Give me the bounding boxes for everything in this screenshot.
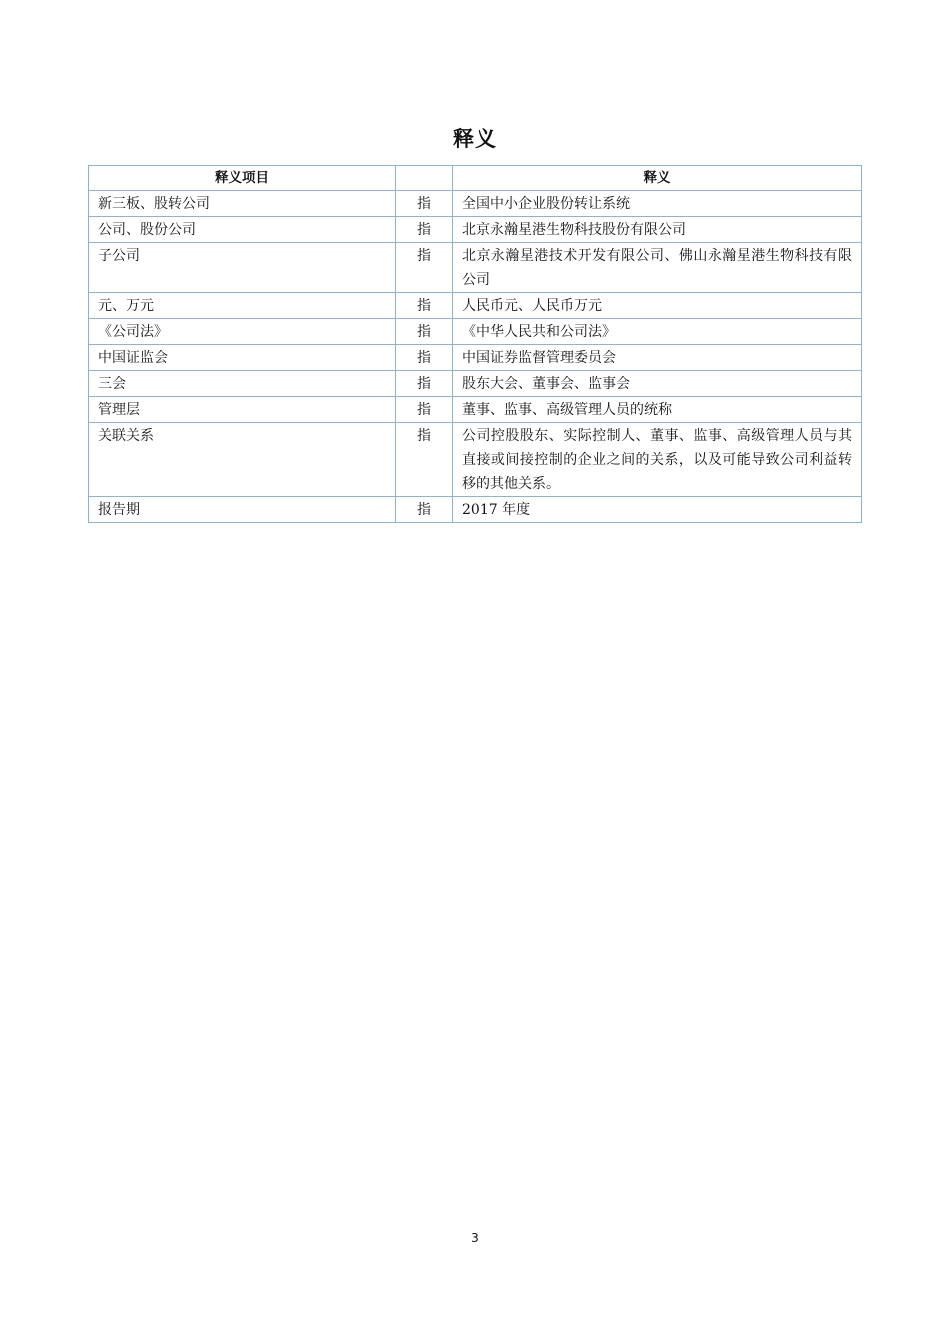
- table-row: [89, 345, 862, 371]
- meaning-cell: 股东大会、董事会、监事会: [453, 371, 862, 397]
- table-row: [89, 191, 862, 217]
- term-cell: 《公司法》: [89, 319, 396, 345]
- term-cell: 中国证监会: [89, 345, 396, 371]
- refer-cell: 指: [396, 497, 453, 523]
- table-row: [89, 397, 862, 423]
- term-cell: 子公司: [89, 243, 396, 293]
- refer-cell: 指: [396, 191, 453, 217]
- meaning-cell: 《中华人民共和公司法》: [453, 319, 862, 345]
- table-row: [89, 243, 862, 293]
- term-cell: 三会: [89, 371, 396, 397]
- refer-cell: 指: [396, 319, 453, 345]
- meaning-cell: 北京永瀚星港技术开发有限公司、佛山永瀚星港生物科技有限公司: [453, 243, 862, 293]
- refer-cell: 指: [396, 397, 453, 423]
- refer-cell: 指: [396, 423, 453, 497]
- term-cell: 报告期: [89, 497, 396, 523]
- column-header-refer: [396, 166, 453, 191]
- column-header-meaning: 释义: [453, 166, 862, 191]
- column-header-term: 释义项目: [89, 166, 396, 191]
- term-cell: 关联关系: [89, 423, 396, 497]
- refer-cell: 指: [396, 243, 453, 293]
- term-cell: 元、万元: [89, 293, 396, 319]
- page-number: 3: [471, 1231, 479, 1245]
- meaning-cell: 全国中小企业股份转让系统: [453, 191, 862, 217]
- meaning-cell: 2017 年度: [453, 497, 862, 523]
- table-row: [89, 497, 862, 523]
- refer-cell: 指: [396, 293, 453, 319]
- meaning-cell: 董事、监事、高级管理人员的统称: [453, 397, 862, 423]
- table-row: [89, 217, 862, 243]
- table-row: [89, 319, 862, 345]
- page-title: 释义: [453, 127, 497, 151]
- meaning-cell: 中国证券监督管理委员会: [453, 345, 862, 371]
- refer-cell: 指: [396, 345, 453, 371]
- table-row: [89, 371, 862, 397]
- meaning-cell: 北京永瀚星港生物科技股份有限公司: [453, 217, 862, 243]
- table-row: [89, 423, 862, 497]
- term-cell: 新三板、股转公司: [89, 191, 396, 217]
- term-cell: 管理层: [89, 397, 396, 423]
- refer-cell: 指: [396, 371, 453, 397]
- meaning-cell: 人民币元、人民币万元: [453, 293, 862, 319]
- glossary-table: [88, 165, 862, 523]
- meaning-cell: 公司控股股东、实际控制人、董事、监事、高级管理人员与其直接或间接控制的企业之间的关系，以及可能导致公司利益转移的其他关系。: [453, 423, 862, 497]
- table-header-row: [89, 166, 862, 191]
- term-cell: 公司、股份公司: [89, 217, 396, 243]
- table-row: [89, 293, 862, 319]
- refer-cell: 指: [396, 217, 453, 243]
